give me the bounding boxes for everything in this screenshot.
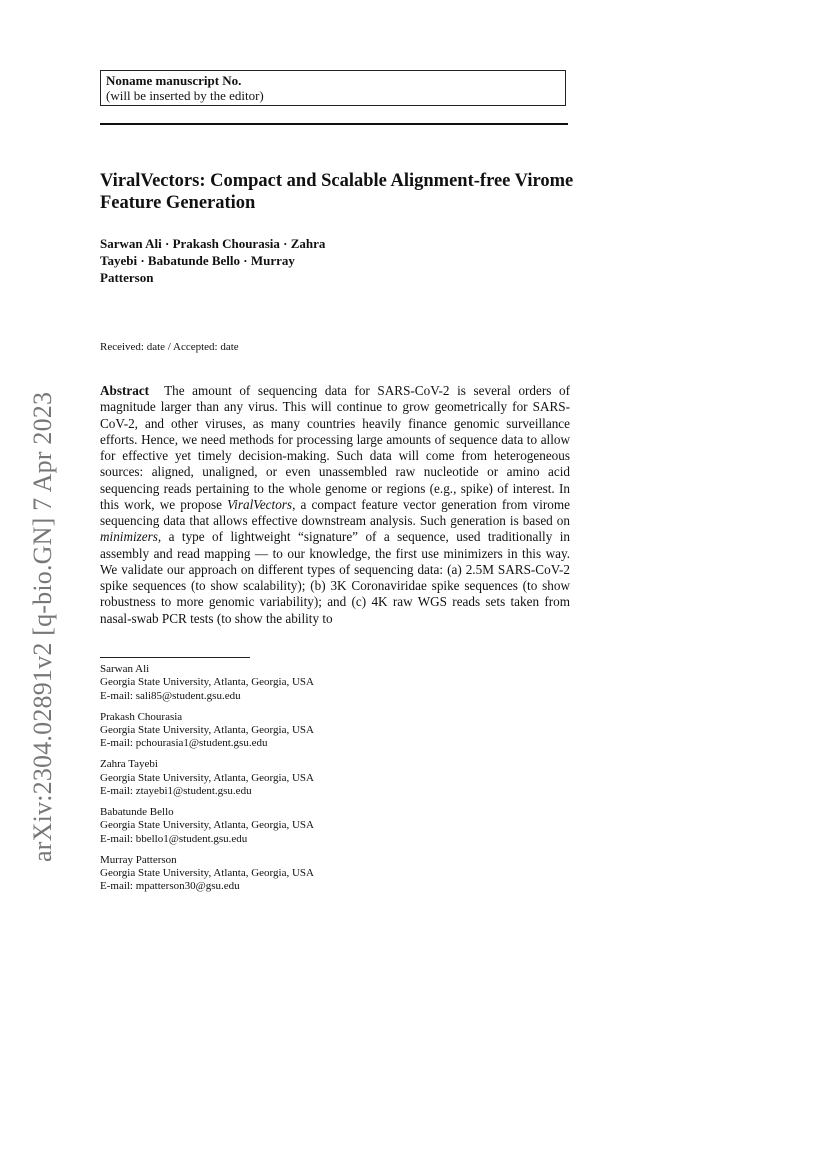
paper-title: ViralVectors: Compact and Scalable Alignment-free Virome Feature Generation <box>100 171 574 213</box>
affiliation-block <box>100 663 520 703</box>
author-line: Sarwan Ali · Prakash Chourasia · Zahra <box>100 236 326 251</box>
abstract-text: , a compact feature vector generation from virome sequencing data that allows effective downstream analysis. Such generation is based on <box>100 496 570 528</box>
affiliation-block <box>100 758 520 798</box>
affiliation-institution: Georgia State University, Atlanta, Georgia, USA <box>100 771 314 784</box>
affiliation-block <box>100 854 520 894</box>
author-list <box>100 235 430 286</box>
affiliation-name: Murray Patterson <box>100 853 177 866</box>
affiliations <box>100 663 520 901</box>
affiliation-name: Sarwan Ali <box>100 663 150 675</box>
header-rule <box>100 123 568 125</box>
manuscript-box <box>100 70 566 106</box>
footnote-rule <box>100 657 250 658</box>
abstract-italic: minimizers <box>100 529 158 545</box>
affiliation-block <box>100 711 520 751</box>
affiliation-name: Babatunde Bello <box>100 806 174 819</box>
affiliation-block <box>100 806 520 846</box>
received-date: Received: date / Accepted: date <box>100 341 239 353</box>
affiliation-email: E-mail: bbello1@student.gsu.edu <box>100 832 248 845</box>
affiliation-email: E-mail: ztayebi1@student.gsu.edu <box>100 784 252 797</box>
author-line: Patterson <box>100 270 154 285</box>
abstract-italic: ViralVectors <box>227 496 293 512</box>
abstract-label: Abstract <box>100 383 150 398</box>
author-line: Tayebi · Babatunde Bello · Murray <box>100 253 295 268</box>
abstract-text: , a type of lightweight “signature” of a sequence, used traditionally in assembly and read mapping — to our knowledge, the first use minimizers in this way. We validate our approach on different types of sequencing data: (a) 2.5M SARS-CoV-2 spike sequences (to show scalability); (b) 3K Coronaviridae spike sequences (to show robustness to more genomic variability); and (c) 4K raw WGS reads sets taken from nasal-swab PCR tests (to show the ability to <box>100 529 570 626</box>
affiliation-email: E-mail: mpatterson30@gsu.edu <box>100 880 240 893</box>
affiliation-email: E-mail: sali85@student.gsu.edu <box>100 689 241 702</box>
affiliation-name: Zahra Tayebi <box>100 758 158 771</box>
affiliation-email: E-mail: pchourasia1@student.gsu.edu <box>100 737 268 750</box>
affiliation-institution: Georgia State University, Atlanta, Georgia, USA <box>100 819 314 832</box>
abstract-text: The amount of sequencing data for SARS-CoV-2 is several orders of magnitude larger than any virus. This will continue to grow geometrically for SARS-CoV-2, and other viruses, as many countries heavily finance genomic surveillance efforts. Hence, we need methods for processing large amounts of sequence data to allow for effective yet timely decision-making. Such data will come from heterogeneous sources: aligned, unaligned, or even unassembled raw nucleotide or amino acid sequencing reads pertaining to the whole genome or regions (e.g., spike) of interest. In this work, we propose <box>100 383 570 512</box>
arxiv-identifier-stamp: arXiv:2304.02891v2 [q-bio.GN] 7 Apr 2023 <box>28 391 57 862</box>
manuscript-number: Noname manuscript No. <box>106 73 242 88</box>
editor-note: (will be inserted by the editor) <box>106 88 264 103</box>
affiliation-institution: Georgia State University, Atlanta, Georgia, USA <box>100 867 314 880</box>
affiliation-institution: Georgia State University, Atlanta, Georgia, USA <box>100 676 314 689</box>
abstract <box>100 383 570 627</box>
affiliation-institution: Georgia State University, Atlanta, Georgia, USA <box>100 723 314 736</box>
affiliation-name: Prakash Chourasia <box>100 710 183 723</box>
